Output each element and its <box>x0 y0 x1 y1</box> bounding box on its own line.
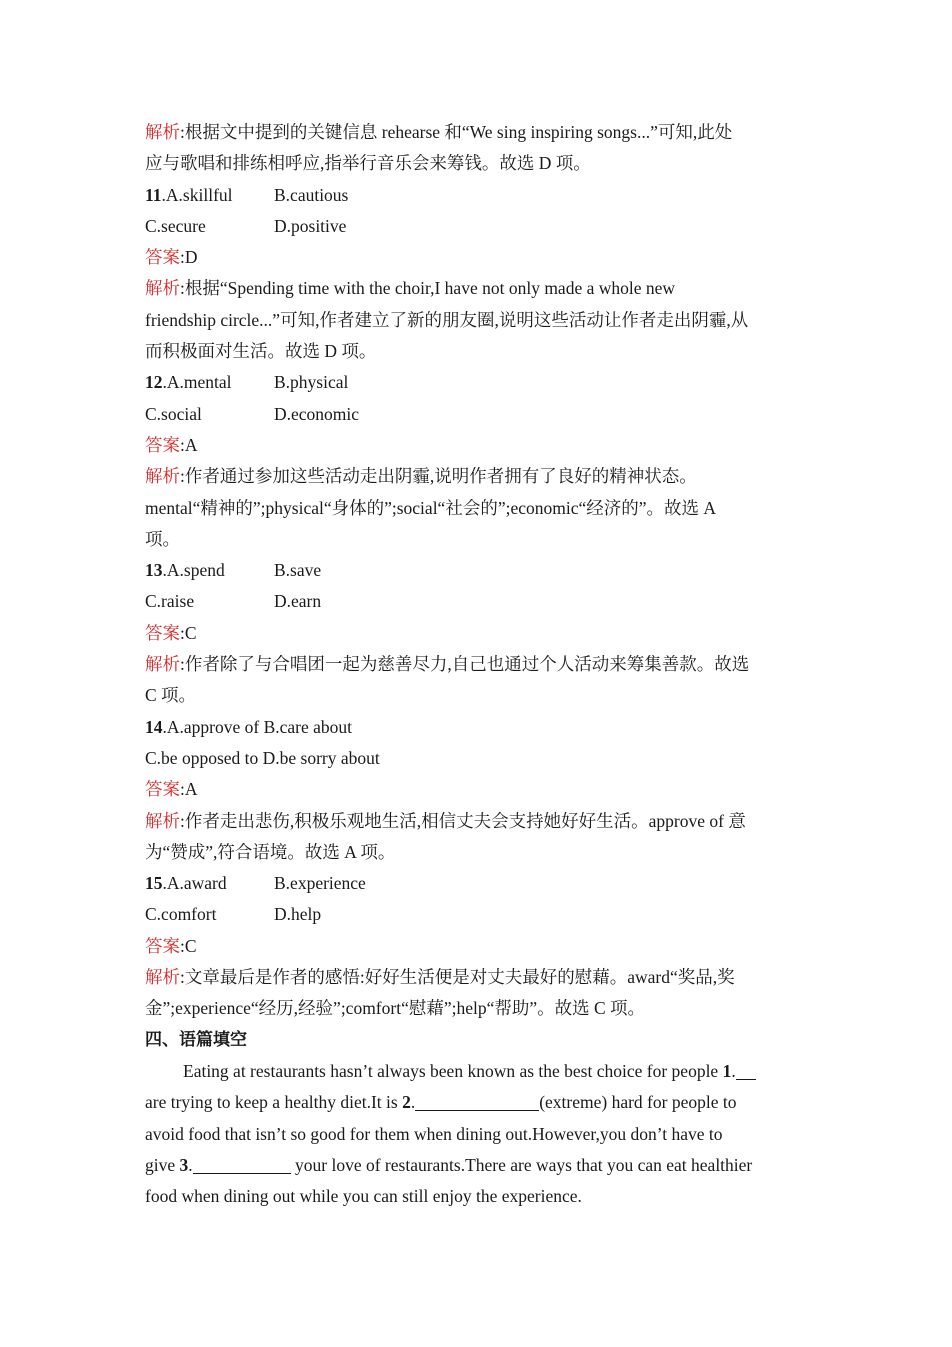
section-title: 四、语篇填空 <box>145 1029 247 1050</box>
blank-number: 3 <box>179 1154 189 1175</box>
answer-11: 答案:D <box>145 247 198 268</box>
answer-label: 答案 <box>145 622 180 643</box>
analysis-11-line-1: 解析:根据“Spending time with the choir,I have not only made a whole new <box>145 278 676 299</box>
answer-label: 答案 <box>145 935 180 956</box>
analysis-label: 解析 <box>145 466 180 487</box>
analysis-13-line-2: C 项。 <box>145 685 197 706</box>
answer-label: 答案 <box>145 434 180 455</box>
answer-15: 答案:C <box>145 935 197 956</box>
analysis-label: 解析 <box>145 967 180 988</box>
analysis-label: 解析 <box>145 810 180 831</box>
blank-3[interactable] <box>193 1156 291 1174</box>
analysis-15-line-1: 解析:文章最后是作者的感悟:好好生活便是对丈夫最好的慰藉。award“奖品,奖 <box>145 967 735 988</box>
analysis-12-line-3: 项。 <box>145 528 180 549</box>
answer-label: 答案 <box>145 779 180 800</box>
question-11-options-cd: C.secure D.positive <box>145 215 347 236</box>
analysis-label: 解析 <box>145 122 180 142</box>
analysis-11-line-2: friendship circle...”可知,作者建立了新的朋友圈,说明这些活动让作者走出阴霾,从 <box>145 309 749 330</box>
passage-line-3: avoid food that isn’t so good for them when dining out.However,you don’t have to <box>145 1123 723 1144</box>
analysis-14-line-2: 为“赞成”,符合语境。故选 A 项。 <box>145 841 396 862</box>
content <box>145 117 810 1212</box>
question-15-options-cd: C.comfort D.help <box>145 904 322 925</box>
passage-line-1: Eating at restaurants hasn’t always been known as the best choice for people 1. <box>145 1056 810 1087</box>
passage-line-2: are trying to keep a healthy diet.It is 2. (extreme) hard for people to <box>145 1092 737 1113</box>
analysis-10-line-2: 应与歌唱和排练相呼应,指举行音乐会来筹钱。故选 D 项。 <box>145 153 591 174</box>
question-12-options-ab: 12.A.mental B.physical <box>145 372 349 393</box>
passage-line-5: food when dining out while you can still enjoy the experience. <box>145 1186 582 1207</box>
question-14-options-ab: 14.A.approve of B.care about <box>145 716 353 737</box>
analysis-11-line-3: 而积极面对生活。故选 D 项。 <box>145 341 377 362</box>
answer-13: 答案:C <box>145 622 197 643</box>
analysis-12-line-1: 解析:作者通过参加这些活动走出阴霾,说明作者拥有了良好的精神状态。 <box>145 466 697 487</box>
question-11-options-ab: 11.A.skillful B.cautious <box>145 184 349 205</box>
question-12-options-cd: C.social D.economic <box>145 403 360 424</box>
analysis-14-line-1: 解析:作者走出悲伤,积极乐观地生活,相信丈夫会支持她好好生活。approve of 意 <box>145 810 746 831</box>
blank-2[interactable] <box>415 1093 539 1111</box>
blank-number: 1 <box>722 1060 732 1081</box>
analysis-13-line-1: 解析:作者除了与合唱团一起为慈善尽力,自己也通过个人活动来筹集善款。故选 <box>145 654 750 675</box>
analysis-12-line-2: mental“精神的”;physical“身体的”;social“社会的”;economic“经济的”。故选 A <box>145 497 717 518</box>
answer-label: 答案 <box>145 247 180 268</box>
question-number: 12 <box>145 372 163 393</box>
question-15-options-ab: 15.A.award B.experience <box>145 873 366 894</box>
passage-line-4: give 3. your love of restaurants.There are ways that you can eat healthier <box>145 1154 753 1175</box>
question-13-options-cd: C.raise D.earn <box>145 591 322 612</box>
question-14-options-cd: C.be opposed to D.be sorry about <box>145 747 380 768</box>
blank-1[interactable] <box>736 1062 756 1080</box>
question-13-options-ab: 13.A.spend B.save <box>145 560 322 581</box>
answer-12: 答案:A <box>145 434 198 455</box>
question-number: 15 <box>145 873 163 894</box>
analysis-15-line-2: 金”;experience“经历,经验”;comfort“慰藉”;help“帮助”。故选 C 项。 <box>145 998 646 1019</box>
analysis-label: 解析 <box>145 278 180 299</box>
answer-14: 答案:A <box>145 779 198 800</box>
analysis-label: 解析 <box>145 654 180 675</box>
question-number: 14 <box>145 716 163 737</box>
question-number: 13 <box>145 560 163 581</box>
blank-number: 2 <box>402 1092 411 1113</box>
analysis-10-line-1: 解析:根据文中提到的关键信息 rehearse 和“We sing inspiring songs...”可知,此处 <box>145 122 733 142</box>
question-number: 11 <box>145 184 162 205</box>
